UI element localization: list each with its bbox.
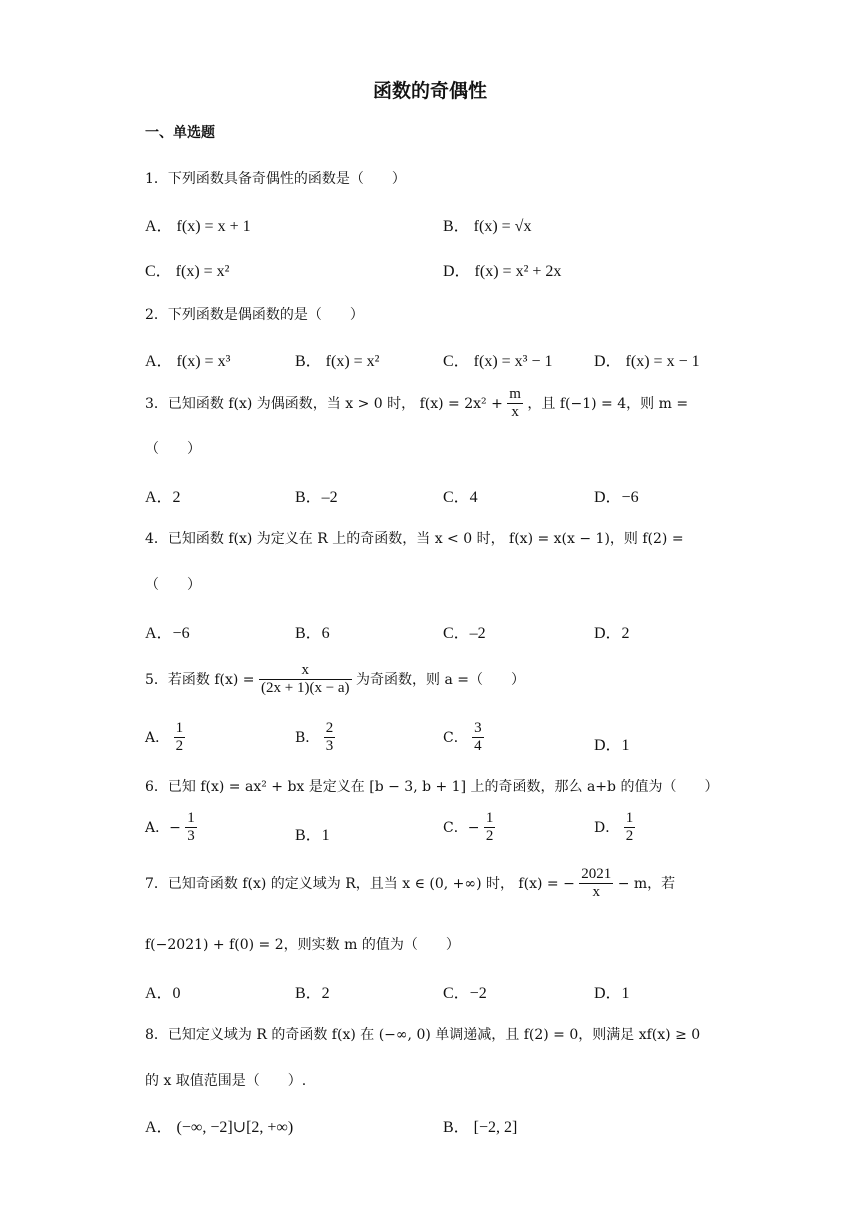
fraction-denominator: x	[511, 404, 519, 421]
question-3-option-b: B．–2	[295, 489, 338, 506]
question-5-option-c	[443, 720, 484, 756]
question-7-option-d: D．1	[594, 985, 630, 1002]
fraction-numerator: 2021	[579, 866, 613, 884]
question-3-option-c: C．4	[443, 489, 478, 506]
option-fraction	[174, 720, 186, 756]
option-label: B．	[295, 729, 320, 746]
fraction-numerator: 1	[624, 810, 636, 828]
question-6-option-a	[145, 810, 197, 846]
fraction-numerator: 1	[185, 810, 197, 828]
question-8-stem: 8．已知定义域为 R 的奇函数 f(x) 在 (−∞, 0) 单调递减，且 f(2) = 0，则满足 xf(x) ≥ 0	[145, 1027, 701, 1043]
question-1-option-a: A． f(x) = x + 1	[145, 218, 251, 235]
question-4-option-c: C．–2	[443, 625, 486, 642]
question-2-option-c: C． f(x) = x³ − 1	[443, 353, 553, 370]
question-3-stem-part-a: 3．已知函数 f(x) 为偶函数，当 x > 0 时， f(x) = 2x² +	[145, 395, 503, 412]
fraction-denominator: 3	[325, 738, 334, 755]
fraction-numerator: 2	[324, 720, 336, 738]
question-8-option-b: B． [−2, 2]	[443, 1119, 518, 1136]
question-1-option-b: B． f(x) = √x	[443, 218, 532, 235]
option-fraction	[624, 810, 636, 846]
option-fraction	[185, 810, 197, 846]
option-fraction	[484, 810, 496, 846]
question-5-option-a	[145, 720, 185, 756]
question-7-option-b: B．2	[295, 985, 330, 1002]
question-7-stem	[145, 866, 675, 902]
question-4-stem: 4．已知函数 f(x) 为定义在 R 上的奇函数，当 x < 0 时， f(x) = x(x − 1)，则 f(2) =	[145, 531, 684, 547]
question-1-option-c: C． f(x) = x²	[145, 263, 230, 280]
question-3-option-d: D．−6	[594, 489, 639, 506]
question-2-option-b: B． f(x) = x²	[295, 353, 380, 370]
question-6-stem: 6．已知 f(x) = ax² + bx 是定义在 [b − 3, b + 1] 上的奇函数，那么 a+b 的值为（ ）	[145, 779, 719, 795]
question-5-option-b	[295, 720, 335, 756]
question-5-option-d: D．1	[594, 737, 630, 754]
question-8-stem-continued: 的 x 取值范围是（ ）.	[145, 1073, 307, 1089]
option-label: A．−	[145, 819, 181, 836]
option-label: D．	[594, 819, 620, 836]
fraction-denominator: 2	[485, 828, 494, 845]
question-5-stem-part-b: 为奇函数，则 a =（ ）	[356, 671, 525, 688]
question-1-option-d: D． f(x) = x² + 2x	[443, 263, 562, 280]
question-4-stem-continued: （ ）	[145, 577, 201, 593]
option-label: A．	[145, 729, 170, 746]
question-5-stem	[145, 662, 525, 698]
question-1-stem: 1．下列函数具备奇偶性的函数是（ ）	[145, 171, 406, 187]
fraction-denominator: x	[592, 884, 600, 901]
question-7-option-c: C．−2	[443, 985, 487, 1002]
question-6-option-d	[594, 810, 635, 846]
question-3-stem-continued: （ ）	[145, 441, 201, 457]
question-5-stem-part-a: 5．若函数 f(x) =	[145, 671, 255, 688]
option-label: C．−	[443, 819, 480, 836]
option-fraction	[324, 720, 336, 756]
fraction-numerator: 1	[484, 810, 496, 828]
question-3-stem-part-b: ，且 f(−1) = 4，则 m =	[527, 395, 689, 412]
question-3-fraction	[507, 386, 523, 422]
question-3-option-a: A．2	[145, 489, 181, 506]
question-2-option-d: D． f(x) = x − 1	[594, 353, 700, 370]
question-6-option-c	[443, 810, 495, 846]
question-7-stem-part-b: − m，若	[617, 875, 676, 892]
question-4-option-b: B．6	[295, 625, 330, 642]
fraction-denominator: (2x + 1)(x − a)	[261, 680, 350, 697]
fraction-numerator: 3	[472, 720, 484, 738]
fraction-denominator: 2	[175, 738, 184, 755]
fraction-denominator: 2	[625, 828, 634, 845]
fraction-numerator: m	[507, 386, 523, 404]
question-3-stem	[145, 386, 688, 422]
question-7-fraction	[579, 866, 613, 902]
question-4-option-d: D．2	[594, 625, 630, 642]
question-4-option-a: A．−6	[145, 625, 190, 642]
option-label: C．	[443, 729, 468, 746]
question-6-option-b: B．1	[295, 827, 330, 844]
question-7-stem-part-a: 7．已知奇函数 f(x) 的定义域为 R，且当 x ∈ (0, +∞) 时， f(x) = −	[145, 875, 575, 892]
question-2-stem: 2．下列函数是偶函数的是（ ）	[145, 307, 364, 323]
fraction-denominator: 4	[474, 738, 482, 755]
question-7-option-a: A．0	[145, 985, 181, 1002]
fraction-numerator: x	[259, 662, 352, 680]
fraction-denominator: 3	[187, 828, 195, 845]
fraction-numerator: 1	[174, 720, 186, 738]
question-2-option-a: A． f(x) = x³	[145, 353, 231, 370]
question-5-fraction	[259, 662, 352, 698]
section-heading: 一、单选题	[145, 125, 215, 141]
option-fraction	[472, 720, 484, 756]
question-7-stem-continued: f(−2021) + f(0) = 2，则实数 m 的值为（ ）	[145, 937, 460, 953]
question-8-option-a: A． (−∞, −2]∪[2, +∞)	[145, 1119, 294, 1136]
page-title: 函数的奇偶性	[372, 80, 487, 102]
